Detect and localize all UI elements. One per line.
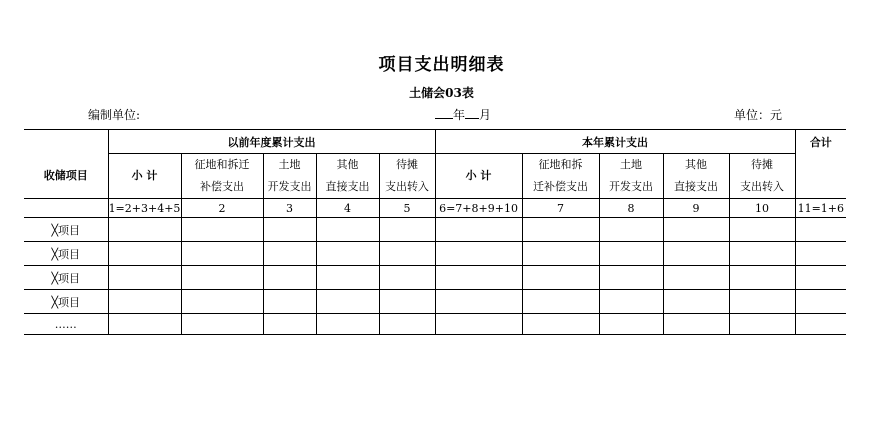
data-cell[interactable] bbox=[729, 314, 795, 335]
col-number: 7 bbox=[522, 199, 599, 218]
data-cell[interactable] bbox=[729, 266, 795, 290]
corner-cell bbox=[24, 130, 108, 154]
data-cell[interactable] bbox=[729, 290, 795, 314]
project-name: ╳项目 bbox=[24, 242, 108, 266]
data-cell[interactable] bbox=[522, 290, 599, 314]
col-number: 10 bbox=[729, 199, 795, 218]
data-cell[interactable] bbox=[435, 314, 522, 335]
expenditure-table bbox=[24, 129, 846, 335]
curr-development-header: 土地 开发支出 bbox=[599, 154, 663, 199]
data-cell[interactable] bbox=[379, 242, 435, 266]
data-cell[interactable] bbox=[181, 242, 263, 266]
data-cell[interactable] bbox=[663, 218, 729, 242]
year-label: 年 bbox=[453, 108, 466, 122]
data-cell[interactable] bbox=[599, 290, 663, 314]
curr-amortized-header: 待摊 支出转入 bbox=[729, 154, 795, 199]
table-row bbox=[24, 218, 846, 242]
col-number: 4 bbox=[316, 199, 379, 218]
group-total: 合计 bbox=[795, 130, 846, 154]
data-cell[interactable] bbox=[379, 290, 435, 314]
page-title: 项目支出明细表 bbox=[378, 55, 505, 75]
data-cell[interactable] bbox=[599, 218, 663, 242]
compiling-unit-label: 编制单位: bbox=[88, 108, 141, 122]
data-cell[interactable] bbox=[108, 314, 181, 335]
data-cell[interactable] bbox=[181, 218, 263, 242]
data-cell[interactable] bbox=[263, 218, 316, 242]
data-cell[interactable] bbox=[795, 218, 846, 242]
prev-compensation-header: 征地和拆迁 补偿支出 bbox=[181, 154, 263, 199]
data-cell[interactable] bbox=[108, 266, 181, 290]
curr-subtotal-header: 小 计 bbox=[435, 154, 522, 199]
data-cell[interactable] bbox=[181, 314, 263, 335]
group-previous-years: 以前年度累计支出 bbox=[108, 130, 435, 154]
data-cell[interactable] bbox=[263, 314, 316, 335]
data-cell[interactable] bbox=[316, 218, 379, 242]
data-cell[interactable] bbox=[522, 314, 599, 335]
data-cell[interactable] bbox=[729, 218, 795, 242]
month-label: 月 bbox=[479, 108, 492, 122]
month-blank[interactable] bbox=[465, 108, 479, 119]
data-cell[interactable] bbox=[522, 242, 599, 266]
numbering-blank bbox=[24, 199, 108, 218]
data-cell[interactable] bbox=[379, 314, 435, 335]
data-cell[interactable] bbox=[108, 290, 181, 314]
data-cell[interactable] bbox=[316, 266, 379, 290]
data-cell[interactable] bbox=[108, 242, 181, 266]
prev-subtotal-header: 小 计 bbox=[108, 154, 181, 199]
data-cell[interactable] bbox=[435, 266, 522, 290]
data-cell[interactable] bbox=[663, 266, 729, 290]
project-name: ╳项目 bbox=[24, 266, 108, 290]
data-cell[interactable] bbox=[181, 290, 263, 314]
prev-other-direct-header: 其他 直接支出 bbox=[316, 154, 379, 199]
project-name: ╳项目 bbox=[24, 218, 108, 242]
col-number: 9 bbox=[663, 199, 729, 218]
data-cell[interactable] bbox=[663, 314, 729, 335]
data-cell[interactable] bbox=[263, 266, 316, 290]
data-cell[interactable] bbox=[663, 290, 729, 314]
data-cell[interactable] bbox=[108, 218, 181, 242]
data-cell[interactable] bbox=[316, 290, 379, 314]
col-number: 8 bbox=[599, 199, 663, 218]
group-current-year: 本年累计支出 bbox=[435, 130, 795, 154]
curr-other-direct-header: 其他 直接支出 bbox=[663, 154, 729, 199]
data-cell[interactable] bbox=[263, 242, 316, 266]
table-row bbox=[24, 314, 846, 335]
table-row bbox=[24, 266, 846, 290]
col-number: 3 bbox=[263, 199, 316, 218]
data-cell[interactable] bbox=[795, 266, 846, 290]
data-cell[interactable] bbox=[795, 290, 846, 314]
data-cell[interactable] bbox=[435, 218, 522, 242]
table-row bbox=[24, 290, 846, 314]
data-cell[interactable] bbox=[663, 242, 729, 266]
data-cell[interactable] bbox=[181, 266, 263, 290]
data-cell[interactable] bbox=[599, 314, 663, 335]
data-cell[interactable] bbox=[379, 218, 435, 242]
data-cell[interactable] bbox=[435, 242, 522, 266]
data-cell[interactable] bbox=[379, 266, 435, 290]
currency-unit-label: 单位：元 bbox=[734, 108, 783, 122]
data-cell[interactable] bbox=[599, 266, 663, 290]
data-cell[interactable] bbox=[599, 242, 663, 266]
col-project: 收储项目 bbox=[24, 154, 108, 199]
form-code: 土储会03表 bbox=[409, 86, 474, 100]
data-cell[interactable] bbox=[435, 290, 522, 314]
project-name-ellipsis: …… bbox=[24, 314, 108, 335]
prev-development-header: 土地 开发支出 bbox=[263, 154, 316, 199]
col-number: 1=2+3+4+5 bbox=[108, 199, 181, 218]
period-field bbox=[435, 106, 491, 123]
prev-amortized-header: 待摊 支出转入 bbox=[379, 154, 435, 199]
data-cell[interactable] bbox=[263, 290, 316, 314]
data-cell[interactable] bbox=[316, 242, 379, 266]
col-number: 6=7+8+9+10 bbox=[435, 199, 522, 218]
data-cell[interactable] bbox=[522, 266, 599, 290]
data-cell[interactable] bbox=[795, 242, 846, 266]
data-cell[interactable] bbox=[522, 218, 599, 242]
col-number: 11=1+6 bbox=[795, 199, 846, 218]
year-blank[interactable] bbox=[435, 108, 453, 119]
project-name: ╳项目 bbox=[24, 290, 108, 314]
table-row bbox=[24, 242, 846, 266]
data-cell[interactable] bbox=[729, 242, 795, 266]
col-number: 5 bbox=[379, 199, 435, 218]
data-cell[interactable] bbox=[316, 314, 379, 335]
total-header-blank bbox=[795, 154, 846, 199]
col-number: 2 bbox=[181, 199, 263, 218]
curr-compensation-header: 征地和拆 迁补偿支出 bbox=[522, 154, 599, 199]
data-cell[interactable] bbox=[795, 314, 846, 335]
